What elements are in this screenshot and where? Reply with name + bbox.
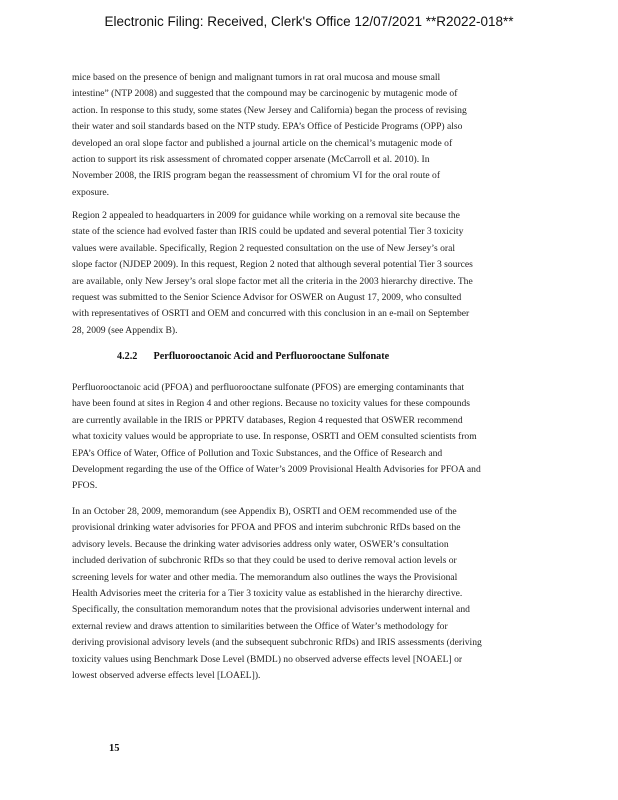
paragraph-region2 [72, 208, 546, 339]
paragraph-line: slope factor (NJDEP 2009). In this request, Region 2 noted that although several potential Tier 3 sources [72, 259, 473, 271]
paragraph-line: state of the science had evolved faster than IRIS could be updated and several potential Tier 3 toxicity [72, 226, 464, 238]
paragraph-line: values were available. Specifically, Region 2 requested consultation on the use of New Jersey’s oral [72, 242, 456, 254]
paragraph-line: Health Advisories meet the criteria for a Tier 3 toxicity value as established in the hierarchy directive. [72, 588, 463, 600]
paragraph-line: included derivation of subchronic RfDs so that they could be used to derive removal action levels or [72, 555, 457, 567]
section-heading [117, 351, 389, 362]
paragraph-line: Development regarding the use of the Office of Water’s 2009 Provisional Health Advisories for PFOA and [72, 464, 481, 476]
paragraph-line: toxicity values using Benchmark Dose Level (BMDL) no observed adverse effects level [NOAEL] or [72, 653, 463, 665]
paragraph-line: action to support its risk assessment of chromated copper arsenate (McCarroll et al. 2010). In [72, 154, 430, 166]
section-title: Perfluorooctanoic Acid and Perfluorooctane Sulfonate [153, 351, 390, 362]
paragraph-line: deriving provisional advisory levels (and the subsequent subchronic RfDs) and IRIS assessments (deriving [72, 637, 482, 649]
paragraph-line: Perfluorooctanoic acid (PFOA) and perfluorooctane sulfonate (PFOS) are emerging contaminants that [72, 382, 464, 393]
paragraph-line: are currently available in the IRIS or PPRTV databases, Region 4 requested that OSWER recommend [72, 414, 463, 426]
paragraph-line: are available, only New Jersey’s oral slope factor met all the criteria in the 2003 hierarchy directive. The [72, 275, 473, 287]
paragraph-line: their water and soil standards based on the NTP study. EPA’s Office of Pesticide Programs (OPP) also [72, 121, 463, 133]
page-number: 15 [109, 743, 120, 754]
section-number: 4.2.2 [117, 351, 138, 362]
paragraph-line: external review and draws attention to similarities between the Office of Water’s methodology for [72, 620, 448, 632]
paragraph-line: Specifically, the consultation memorandum notes that the provisional advisories underwent internal and [72, 604, 470, 616]
paragraph-line: intestine” (NTP 2008) and suggested that the compound may be carcinogenic by mutagenic mode of [72, 88, 458, 100]
paragraph-line: advisory levels. Because the drinking water advisories address only water, OSWER’s consultation [72, 538, 449, 550]
paragraph-pfoa-intro [72, 380, 546, 495]
paragraph-memorandum [72, 504, 546, 684]
paragraph-line: Region 2 appealed to headquarters in 2009 for guidance while working on a removal site because the [72, 210, 460, 221]
paragraph-line: November 2008, the IRIS program began the reassessment of chromium VI for the oral route of [72, 170, 441, 182]
paragraph-line: screening levels for water and other media. The memorandum also outlines the ways the Provisional [72, 571, 458, 583]
paragraph-line: EPA’s Office of Water, Office of Pollution and Toxic Substances, and the Office of Research and [72, 447, 443, 459]
electronic-filing-header: Electronic Filing: Received, Clerk's Office 12/07/2021 **R2022-018** [104, 14, 514, 29]
paragraph-line: with representatives of OSRTI and OEM and concurred with this conclusion in an e-mail on September [72, 308, 470, 320]
paragraph-line: have been found at sites in Region 4 and other regions. Because no toxicity values for these compounds [72, 398, 471, 410]
paragraph-chromium [72, 70, 546, 201]
paragraph-line: action. In response to this study, some states (New Jersey and California) began the process of revising [72, 104, 467, 116]
paragraph-line: request was submitted to the Senior Science Advisor for OSWER on August 17, 2009, who consulted [72, 292, 462, 304]
paragraph-line: 28, 2009 (see Appendix B). [72, 324, 178, 336]
paragraph-line: PFOS. [72, 480, 98, 492]
paragraph-line: mice based on the presence of benign and malignant tumors in rat oral mucosa and mouse small [72, 72, 441, 83]
paragraph-line: In an October 28, 2009, memorandum (see Appendix B), OSRTI and OEM recommended use of the [72, 506, 457, 517]
paragraph-line: what toxicity values would be appropriate to use. In response, OSRTI and OEM consulted scientists from [72, 431, 477, 443]
paragraph-line: exposure. [72, 186, 110, 198]
paragraph-line: developed an oral slope factor and published a journal article on the chemical’s mutagenic mode of [72, 137, 453, 149]
paragraph-line: provisional drinking water advisories for PFOA and PFOS and interim subchronic RfDs based on the [72, 522, 461, 534]
paragraph-line: lowest observed adverse effects level [LOAEL]). [72, 670, 261, 682]
